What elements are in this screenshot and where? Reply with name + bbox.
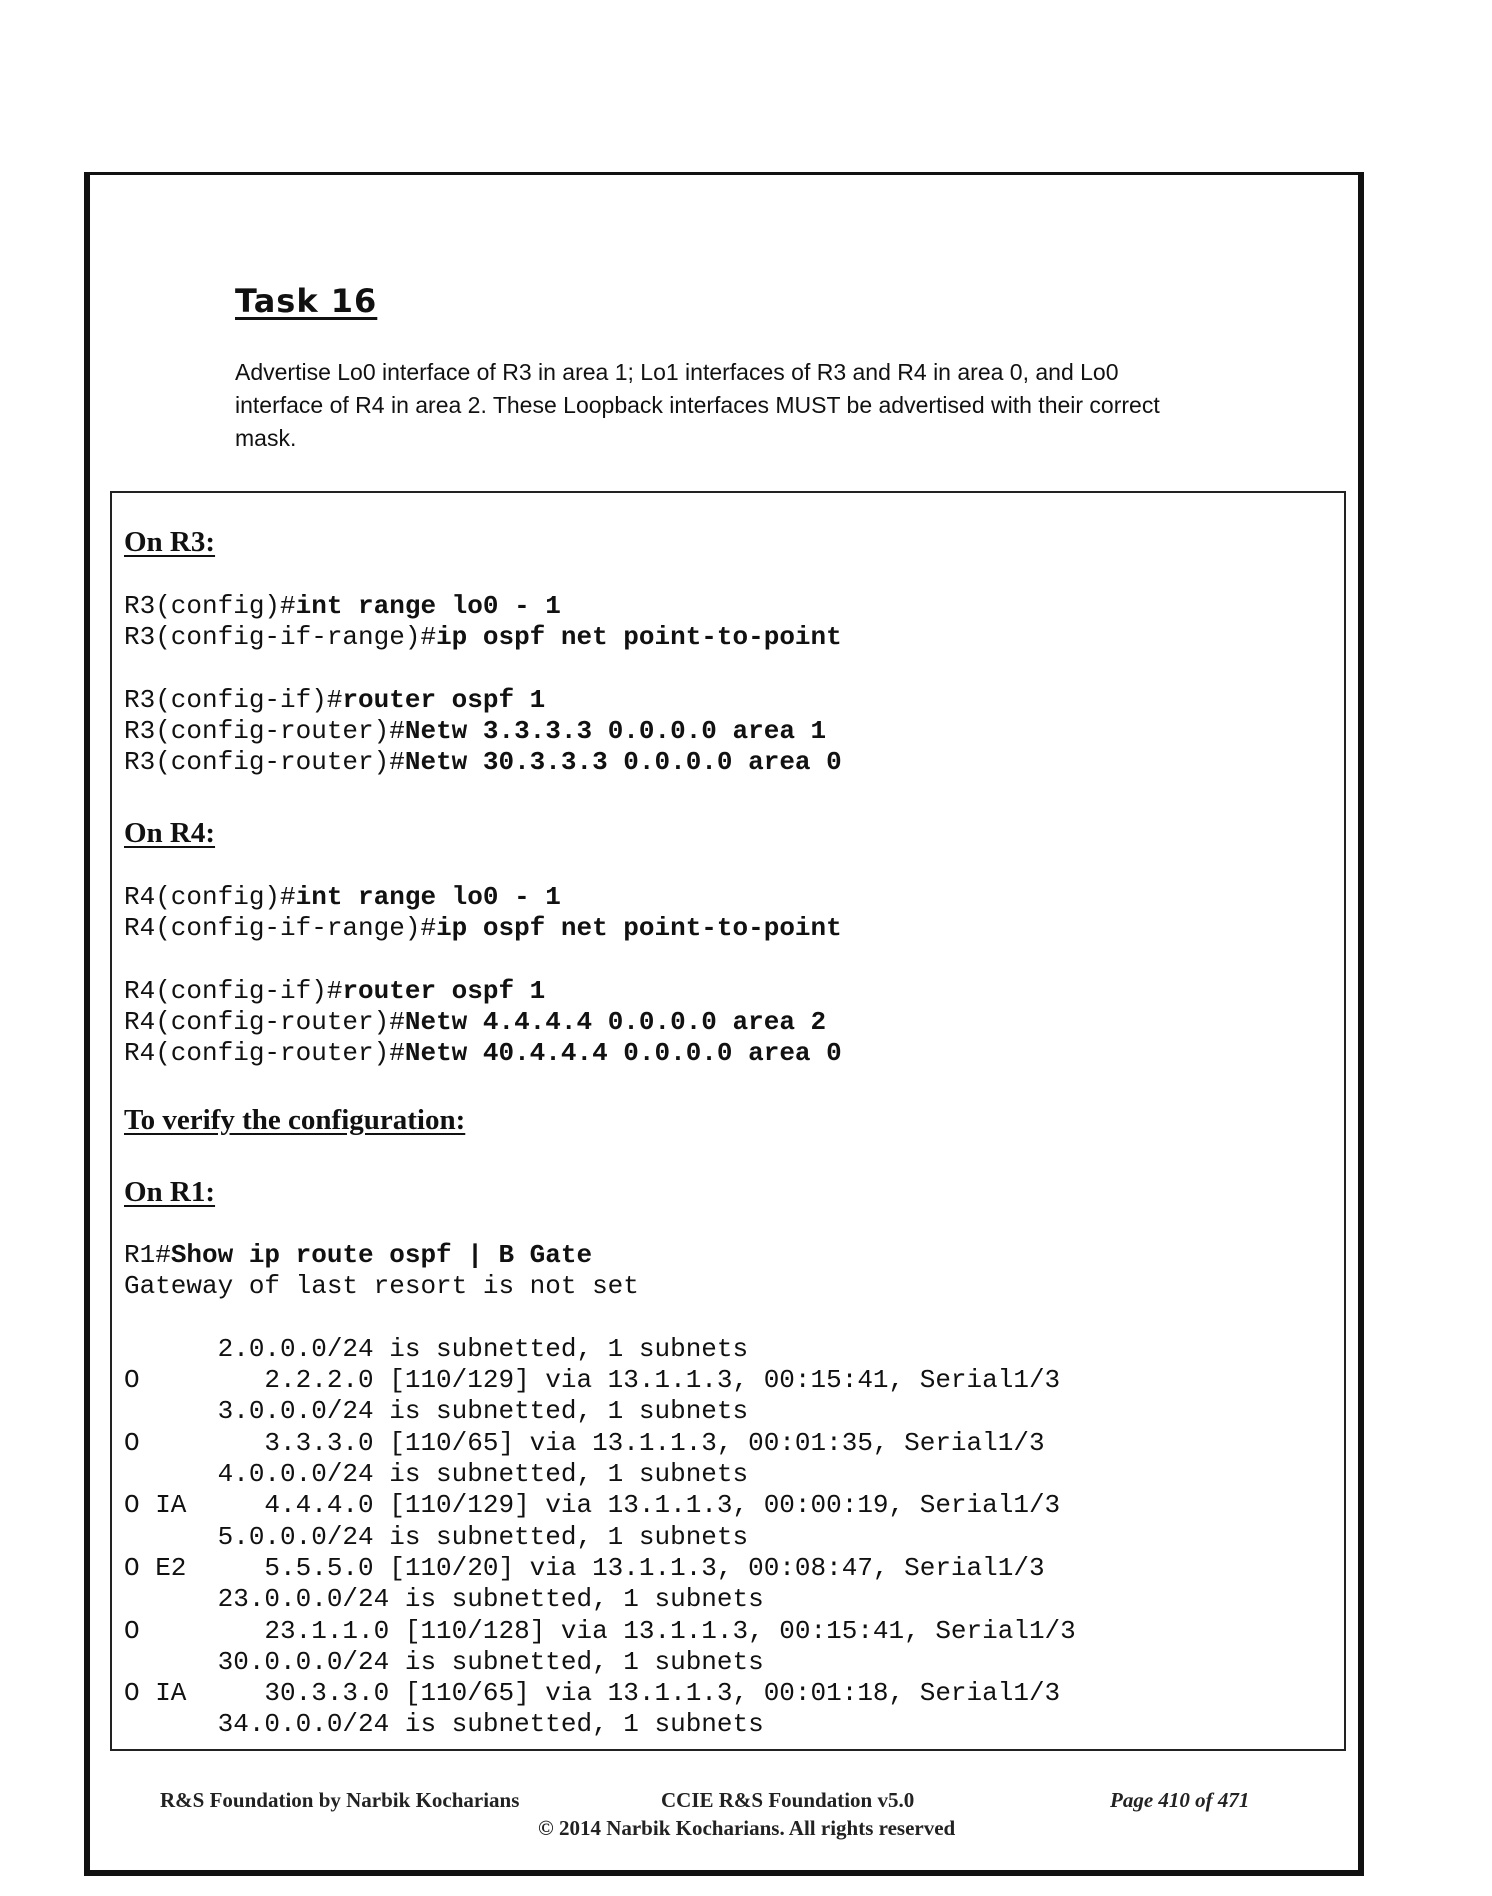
task-description-line: mask. (235, 425, 297, 451)
code-line (124, 976, 842, 1007)
code-line (124, 685, 842, 716)
code-prompt: R4(config)# (124, 882, 296, 912)
code-line (124, 1303, 1076, 1334)
footer-author: R&S Foundation by Narbik Kocharians (160, 1788, 520, 1812)
code-command: Netw 30.3.3.3 0.0.0.0 area 0 (404, 747, 842, 778)
code-prompt: 23.0.0.0/24 is subnetted, 1 subnets (124, 1584, 764, 1615)
task-description (235, 356, 1285, 455)
code-prompt: 5.0.0.0/24 is subnetted, 1 subnets (124, 1521, 749, 1552)
code-prompt: O IA 30.3.3.0 [110/65] via 13.1.1.3, 00:01:18, Serial1/3 (124, 1678, 1061, 1709)
code-prompt: R4(config-router)# (124, 1007, 405, 1038)
footer-copyright: © 2014 Narbik Kocharians. All rights reserved (538, 1816, 956, 1840)
code-prompt: 34.0.0.0/24 is subnetted, 1 subnets (124, 1709, 764, 1740)
code-prompt: R3(config-router)# (124, 716, 405, 747)
code-block-r3 (124, 591, 842, 779)
footer-page-number: Page 410 of 471 (1110, 1788, 1250, 1812)
code-line (124, 1584, 1076, 1615)
code-line (124, 1038, 842, 1069)
code-line (124, 1396, 1076, 1427)
code-line (124, 1271, 1076, 1302)
code-command: router ospf 1 (342, 684, 546, 715)
code-line (124, 1334, 1076, 1365)
code-line (124, 945, 842, 976)
footer-book-title: CCIE R&S Foundation v5.0 (661, 1788, 915, 1812)
code-prompt: O 3.3.3.0 [110/65] via 13.1.1.3, 00:01:35, Serial1/3 (124, 1427, 1045, 1458)
code-line (124, 1007, 842, 1038)
task-title: Task 16 (235, 282, 378, 320)
code-prompt: O E2 5.5.5.0 [110/20] via 13.1.1.3, 00:08:47, Serial1/3 (124, 1552, 1045, 1583)
code-line (124, 654, 842, 685)
code-line (124, 747, 842, 778)
code-prompt: Gateway of last resort is not set (124, 1271, 639, 1302)
code-line (124, 1428, 1076, 1459)
code-line (124, 913, 842, 944)
task-description-line: Advertise Lo0 interface of R3 in area 1; Lo1 interfaces of R3 and R4 in area 0, and Lo0 (235, 359, 1119, 385)
code-line (124, 1678, 1076, 1709)
code-command: ip ospf net point-to-point (436, 913, 842, 944)
code-line (124, 1522, 1076, 1553)
code-prompt: R1# (124, 1240, 171, 1270)
code-prompt: R3(config-if-range)# (124, 622, 437, 653)
code-prompt: 3.0.0.0/24 is subnetted, 1 subnets (124, 1396, 749, 1427)
code-line (124, 716, 842, 747)
code-prompt: 4.0.0.0/24 is subnetted, 1 subnets (124, 1459, 749, 1490)
code-command: Netw 3.3.3.3 0.0.0.0 area 1 (404, 716, 827, 747)
code-prompt: 2.0.0.0/24 is subnetted, 1 subnets (124, 1333, 749, 1364)
heading-verify: To verify the configuration: (124, 1104, 466, 1136)
code-line (124, 1240, 1076, 1271)
code-line (124, 882, 842, 913)
heading-on-r4: On R4: (124, 817, 216, 849)
code-prompt: R3(config)# (124, 591, 296, 621)
task-description-line: interface of R4 in area 2. These Loopback interfaces MUST be advertised with their correct (235, 392, 1160, 418)
code-command: Netw 40.4.4.4 0.0.0.0 area 0 (404, 1038, 842, 1069)
code-prompt: R3(config-router)# (124, 747, 405, 778)
code-command: int range lo0 - 1 (295, 591, 561, 621)
code-line (124, 1553, 1076, 1584)
code-block-r1 (124, 1240, 1076, 1741)
heading-on-r3: On R3: (124, 526, 216, 558)
code-line (124, 1459, 1076, 1490)
code-line (124, 1490, 1076, 1521)
code-line (124, 1616, 1076, 1647)
heading-on-r1: On R1: (124, 1176, 216, 1208)
code-prompt: R4(config-router)# (124, 1038, 405, 1069)
code-command: router ospf 1 (342, 975, 546, 1006)
code-command: Netw 4.4.4.4 0.0.0.0 area 2 (404, 1007, 827, 1038)
code-block-r4 (124, 882, 842, 1070)
code-line (124, 1365, 1076, 1396)
code-prompt: O 23.1.1.0 [110/128] via 13.1.1.3, 00:15:41, Serial1/3 (124, 1615, 1076, 1646)
code-command: Show ip route ospf | B Gate (170, 1240, 593, 1270)
code-prompt: R4(config-if)# (124, 975, 343, 1006)
code-line (124, 1647, 1076, 1678)
code-prompt: O IA 4.4.4.0 [110/129] via 13.1.1.3, 00:00:19, Serial1/3 (124, 1490, 1061, 1521)
code-line (124, 591, 842, 622)
code-command: int range lo0 - 1 (295, 882, 561, 912)
solution-box (110, 491, 1346, 1751)
code-line (124, 1709, 1076, 1740)
code-prompt: 30.0.0.0/24 is subnetted, 1 subnets (124, 1646, 764, 1677)
code-command: ip ospf net point-to-point (436, 622, 842, 653)
code-line (124, 622, 842, 653)
code-prompt: R3(config-if)# (124, 684, 343, 715)
code-prompt: O 2.2.2.0 [110/129] via 13.1.1.3, 00:15:41, Serial1/3 (124, 1365, 1061, 1396)
code-prompt: R4(config-if-range)# (124, 913, 437, 944)
